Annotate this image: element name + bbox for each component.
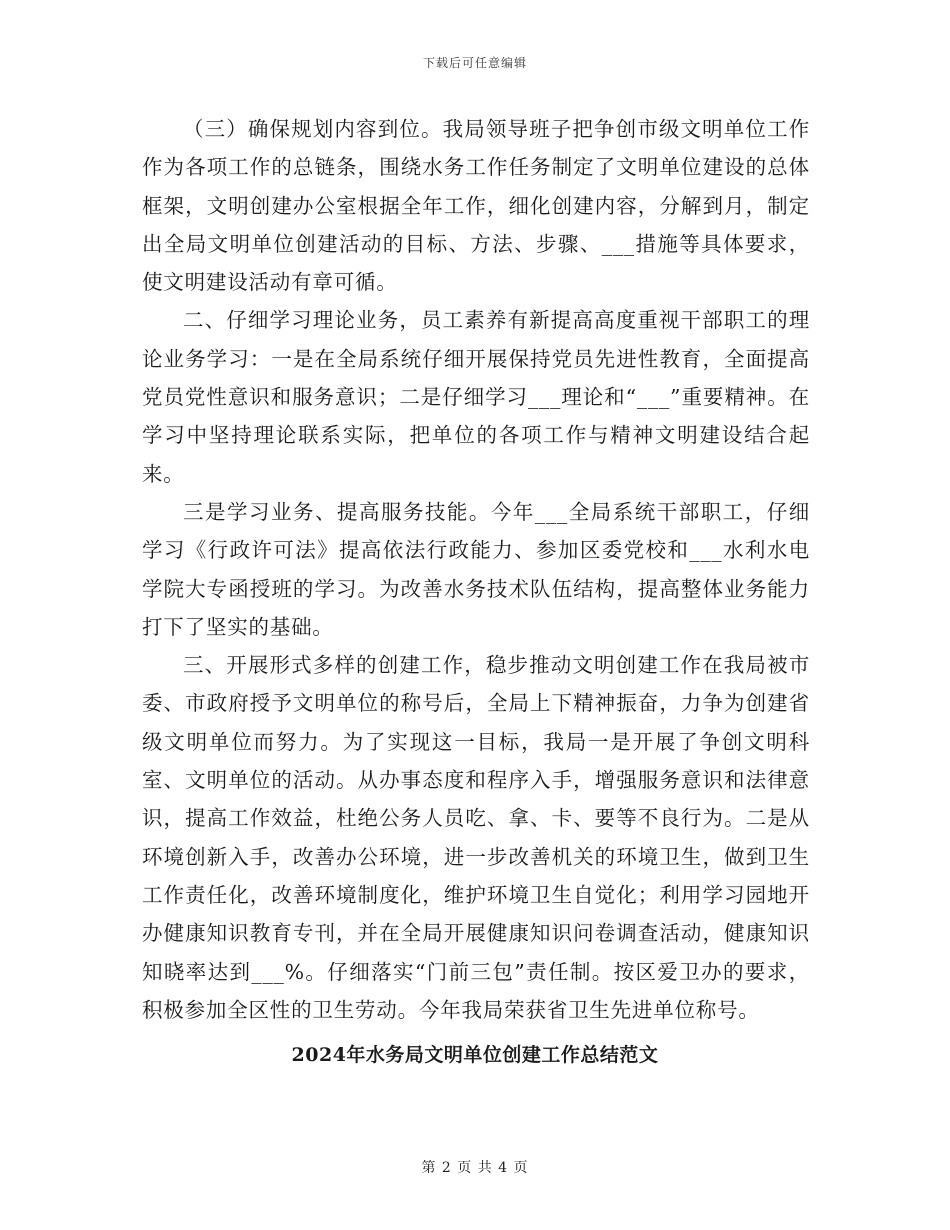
paragraph-theory-study: 二、仔细学习理论业务，员工素养有新提高高度重视干部职工的理论业务学习：一是在全局系统仔细开展保持党员先进性教育，全面提高党员党性意识和服务意识；二是仔细学习___理论和“___”重要精神。在学习中坚持理论联系实际，把单位的各项工作与精神文明建设结合起来。	[142, 308, 810, 486]
page-number-footer: 第 2 页 共 4 页	[421, 1160, 529, 1176]
page-header: 下载后可任意编辑	[422, 56, 527, 70]
paragraph-creation-work: 三、开展形式多样的创建工作，稳步推动文明创建工作在我局被市委、市政府授予文明单位的称号后，全局上下精神振奋，力争为创建省级文明单位而努力。为了实现这一目标，我局一是开展了争创文明科室、文明单位的活动。从办事态度和程序入手，增强服务意识和法律意识，提高工作效益，杜绝公务人员吃、拿、卡、要等不良行为。二是从环境创新入手，改善办公环境，进一步改善机关的环境卫生，做到卫生工作责任化，改善环境制度化，维护环境卫生自觉化；利用学习园地开办健康知识教育专刊，并在全局开展健康知识问卷调查活动，健康知识知晓率达到___%。仔细落实“门前三包”责任制。按区爱卫办的要求，积极参加全区性的卫生劳动。今年我局荣获省卫生先进单位称号。	[142, 653, 810, 1022]
document-title: 2024年水务局文明单位创建工作总结范文	[291, 1044, 659, 1066]
document-body	[142, 110, 810, 1029]
paragraph-service-skills: 三是学习业务、提高服务技能。今年___全局系统干部职工，仔细学习《行政许可法》提高依法行政能力、参加区委党校和___水利水电学院大专函授班的学习。为改善水务技术队伍结构，提高整体业务能力打下了坚实的基础。	[142, 499, 810, 639]
paragraph-planning-content: （三）确保规划内容到位。我局领导班子把争创市级文明单位工作作为各项工作的总链条，围绕水务工作任务制定了文明单位建设的总体框架，文明创建办公室根据全年工作，细化创建内容，分解到月，制定出全局文明单位创建活动的目标、方法、步骤、___措施等具体要求，使文明建设活动有章可循。	[142, 117, 810, 295]
